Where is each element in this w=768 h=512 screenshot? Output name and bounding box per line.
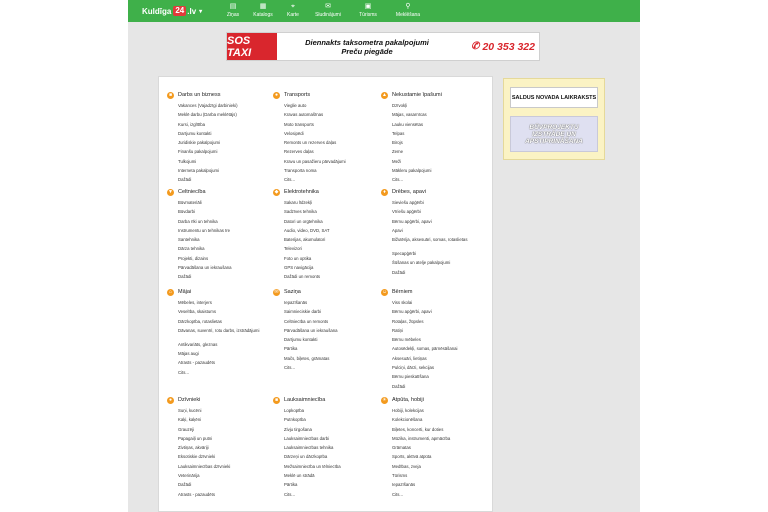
category-link[interactable]: Cits... [392, 177, 403, 183]
category-link[interactable]: Atrasts - pazaudēts [178, 491, 216, 497]
briefcase-icon: ■ [168, 91, 173, 98]
category-link[interactable]: Televizori [284, 246, 302, 252]
logo-tld: .lv [187, 6, 197, 16]
category-directory [158, 76, 493, 512]
logo-name: Kuldīga [142, 6, 172, 16]
category-title: Darbs un bizness [178, 92, 221, 98]
paw-icon: ● [168, 396, 173, 403]
category-title: Elektrotehnika [284, 189, 319, 195]
category-link[interactable]: Tulkojumi [178, 158, 197, 164]
category-link[interactable]: Iepazīšanās [284, 300, 308, 305]
category-link[interactable]: Dažādi [178, 274, 192, 280]
category-link[interactable]: Cits... [284, 177, 295, 183]
ad-text: SALDUS NOVADA LAIKRAKSTS [511, 94, 597, 101]
category-link[interactable]: Remonts un rezerves daļas [284, 140, 337, 146]
banner-phone [457, 33, 539, 60]
saldus-newspaper-ad[interactable] [510, 87, 598, 108]
category-link[interactable]: Meklē un strādā [284, 473, 315, 479]
category-link[interactable]: Atrasts - pazaudēts [178, 360, 216, 366]
category-link[interactable]: Rezerves daļas [284, 149, 314, 155]
category-link[interactable]: Mākleru pakalpojumi [392, 168, 432, 174]
category-link[interactable]: Sports, aktīvā atpūta [392, 454, 432, 460]
category-link[interactable]: Medības, zveja [392, 463, 421, 469]
category-link[interactable]: Zivtiņas, akvāriji [178, 445, 209, 451]
category-link[interactable]: Mājas, vasarnīcas [392, 112, 427, 118]
category-atputa-hobiji [381, 396, 481, 501]
category-link[interactable]: Sadzīves tehnika [284, 209, 317, 215]
category-link[interactable]: Autosēdekļi, somas, pārnēsāšanai [392, 346, 458, 352]
category-link[interactable]: Vakances (Vajadzīgi darbinieki) [178, 103, 238, 108]
category-link[interactable]: Eksotiskie dzīvnieki [178, 454, 216, 460]
category-header[interactable] [273, 91, 373, 99]
category-link[interactable]: Kolekcionēšana [392, 417, 423, 423]
category-link[interactable]: Būvmateriāli [178, 200, 202, 205]
category-link[interactable]: Datori un orgtehnika [284, 218, 323, 224]
nav-item-zinas[interactable] [218, 2, 248, 18]
category-darbs-un-bizness [167, 91, 267, 187]
category-link[interactable]: Darba rīki un tehnika [178, 218, 218, 224]
category-link[interactable]: Pārvadāšana un iekraušana [284, 327, 338, 333]
category-link[interactable]: Instrumentu un tehnikas īre [178, 227, 231, 233]
category-title: Celtniecība [178, 189, 206, 195]
car-icon: ● [274, 91, 279, 98]
category-link[interactable]: Celtniecība un remonts [284, 318, 329, 324]
map-pin-icon: ⌖ [291, 3, 295, 10]
category-title: Dzīvnieki [178, 397, 201, 403]
category-link[interactable]: Lauksaimniecības dzīvnieki [178, 463, 231, 469]
category-link[interactable]: Audio, video, DVD, SAT [284, 227, 330, 233]
suitcase-icon: ▣ [364, 3, 372, 10]
category-link[interactable]: Vīriešu apģērbi [392, 209, 421, 215]
category-link[interactable]: Mēbeles, interjers [178, 300, 212, 305]
ad-line: APSTIPRINĀŠANA [525, 137, 583, 145]
category-link[interactable]: Grauzēji [178, 426, 195, 432]
category-link[interactable]: Cits... [284, 365, 295, 371]
category-link[interactable]: Vieglie auto [284, 103, 307, 108]
category-link[interactable]: Dažādi [178, 177, 192, 183]
category-link[interactable]: Pārtika [284, 346, 298, 352]
category-link[interactable]: Hobiji, kolekcijas [392, 408, 424, 413]
nav-label: Tūrisms [359, 12, 377, 18]
category-title: Lauksaimniecība [284, 397, 326, 403]
nav-label: Meklēšana [395, 12, 421, 18]
category-link[interactable]: Mačs, biļetes, grāmatas [284, 355, 330, 361]
category-link[interactable]: Antikvariāts, gleznas [178, 341, 218, 347]
category-link[interactable]: Būvdarbi [178, 209, 195, 215]
category-link[interactable]: Bērnu pieskatīšana [392, 374, 429, 380]
ad-line: IZSTRĀDE UN [532, 130, 576, 138]
category-link[interactable]: Zivju tirgošana [284, 426, 312, 432]
category-link[interactable]: Dažādi [392, 269, 406, 275]
category-link[interactable]: Ratiņi [392, 327, 403, 333]
category-elektrotehnika [273, 188, 373, 284]
phone-icon: ✆ [471, 41, 480, 52]
category-link[interactable]: Mājas augi [178, 351, 199, 357]
category-link[interactable]: Apavi [392, 227, 403, 233]
category-link[interactable]: Sieviešu apģērbi [392, 200, 424, 205]
logo-number: 24 [175, 6, 185, 15]
category-link[interactable]: Bižutērija, aksesuāri, somas, rotaslietas [392, 237, 468, 243]
category-header[interactable] [381, 396, 481, 404]
tractor-icon: ■ [274, 396, 279, 403]
category-link[interactable]: Mūzika, instrumenti, apmācība [392, 435, 451, 441]
shirt-icon: ♦ [381, 189, 388, 196]
category-link[interactable]: Iepazīšanās [392, 482, 416, 488]
category-link[interactable]: Veterinārija [178, 473, 200, 479]
home-icon: ⌂ [168, 288, 173, 295]
hammer-icon: ▼ [168, 188, 173, 195]
banner-text [277, 38, 457, 56]
nav-label: Ziņas [226, 12, 240, 18]
category-link[interactable]: Zeme [392, 149, 403, 155]
child-icon: ☺ [381, 288, 388, 295]
category-link[interactable]: Interneta pakalpojumi [178, 168, 220, 174]
category-link[interactable]: Bērnu mēbeles [392, 337, 421, 343]
category-link[interactable]: Putnkopība [284, 417, 306, 423]
category-link[interactable]: Saimnieciskie darbi [284, 309, 322, 315]
category-link[interactable]: Rotaļas, žūpsles [392, 318, 424, 324]
category-title: Bērniem [392, 289, 413, 295]
nav-item-turisms[interactable] [348, 2, 388, 18]
taxi-brand: SOS TAXI [227, 34, 252, 59]
chevron-down-icon[interactable]: ▾ [199, 8, 203, 15]
nav-item-karte[interactable] [278, 2, 308, 18]
category-link[interactable]: Biļetes, koncerti, kur doties [392, 426, 444, 432]
megaphone-icon: ✉ [325, 3, 331, 10]
category-link[interactable]: Cits... [392, 491, 403, 497]
category-link[interactable]: Baterijas, akumulatori [284, 237, 326, 243]
category-header[interactable] [167, 188, 267, 196]
category-link[interactable]: Dārzeņi un dārzkopība [284, 454, 328, 460]
house-icon: ▲ [382, 91, 387, 98]
category-celtnieciba [167, 188, 267, 284]
nav-item-sludinajumi[interactable] [308, 2, 348, 18]
category-link[interactable]: Lauksaimniecības darbi [284, 435, 330, 441]
category-transports [273, 91, 373, 187]
category-link[interactable]: Bērnu apģērbi, apavi [392, 309, 432, 315]
category-header[interactable] [167, 288, 267, 296]
category-header[interactable] [381, 288, 481, 296]
category-link[interactable]: Santehnika [178, 237, 200, 243]
category-link[interactable]: Tūrisms [392, 473, 408, 479]
category-link[interactable]: Aksesuāri, lietiņas [392, 355, 427, 361]
category-link[interactable]: GPS navigācija [284, 265, 314, 271]
category-link[interactable]: Specapģērbi [392, 251, 417, 257]
category-link[interactable]: Lauku viensētas [392, 121, 424, 127]
category-header[interactable] [273, 188, 373, 196]
category-link[interactable]: Grāmatas [392, 445, 411, 451]
category-saziņa [273, 288, 373, 374]
phone-number: 20 353 322 [482, 40, 535, 53]
chat-icon: ✉ [274, 288, 279, 295]
ad-line: BŪVPROJEKTU [529, 123, 579, 131]
category-link[interactable]: Transporta noma [284, 168, 317, 174]
category-lauksaimnieciba [273, 396, 373, 501]
category-majai [167, 288, 267, 379]
category-dzivnieki [167, 396, 267, 501]
category-link[interactable]: Viss skolai [392, 300, 413, 305]
category-nekustamie-ipasumi [381, 91, 481, 187]
document-icon: ▤ [229, 3, 237, 10]
category-link[interactable]: Birojs [392, 140, 403, 146]
site-logo[interactable] [142, 5, 202, 17]
category-link[interactable]: Pārvadāšana un iekraušana [178, 265, 232, 271]
category-title: Nekustamie īpašumi [392, 92, 442, 98]
category-header[interactable] [273, 288, 373, 296]
category-title: Saziņa [284, 289, 301, 295]
category-link[interactable]: Kravas automašīnas [284, 112, 324, 118]
category-title: Transports [284, 92, 311, 98]
category-link[interactable]: Lauksaimniecības tehnika [284, 445, 334, 451]
category-link[interactable]: Foto un optika [284, 255, 312, 261]
nav-label: Karte [287, 12, 299, 18]
category-link[interactable]: Lopkopība [284, 408, 305, 413]
category-link[interactable]: Dažādi [178, 482, 192, 488]
nav-label: Sludinājumi [315, 12, 341, 18]
category-link[interactable]: Dārza tehnika [178, 246, 205, 252]
banner-line1: Diennakts taksometra pakalpojumi [305, 37, 429, 47]
grid-icon: ▦ [259, 3, 267, 10]
sidebar-ads [503, 78, 605, 160]
category-link[interactable]: Cits... [178, 369, 189, 375]
category-link[interactable]: Telpas [392, 130, 405, 136]
category-link[interactable]: Dažādi [392, 383, 406, 389]
category-link[interactable]: Darījumu kontakti [284, 337, 318, 343]
nav-item-meklesana[interactable] [388, 2, 428, 18]
search-icon: ⚲ [405, 3, 411, 10]
category-link[interactable]: Darījumu kontakti [178, 130, 212, 136]
category-header[interactable] [167, 396, 267, 404]
category-link[interactable]: Velosipēdi [284, 130, 304, 136]
nav-item-katalogs[interactable] [248, 2, 278, 18]
category-link[interactable]: Dāvanas, suvenīri, rotu darbs, izstrādājumi [178, 327, 260, 333]
category-link[interactable]: Pulciņi, dārzi, sekcijas [392, 365, 435, 371]
category-title: Mājai [178, 289, 192, 295]
nav-label: Katalogs [253, 12, 273, 18]
category-drebes-apavi [381, 188, 481, 279]
category-link[interactable]: Pārtika [284, 482, 298, 488]
category-link[interactable]: Finanšu pakalpojumi [178, 149, 218, 155]
category-link[interactable]: Sakaru līdzekļi [284, 200, 312, 205]
category-link[interactable]: Dažādi un remonts [284, 274, 321, 280]
category-link[interactable]: Cits... [284, 491, 295, 497]
category-berniem [381, 288, 481, 393]
category-header[interactable] [381, 91, 481, 99]
category-link[interactable]: Moto transports [284, 121, 314, 127]
category-header[interactable] [167, 91, 267, 99]
category-header[interactable] [381, 188, 481, 196]
category-header[interactable] [273, 396, 373, 404]
category-link[interactable]: Meklē darbu (Darba meklētājs) [178, 112, 237, 118]
category-link[interactable]: Juridiskie pakalpojumi [178, 140, 221, 146]
category-link[interactable]: Meži [392, 158, 402, 164]
category-link[interactable]: Kravu un pasažieru pārvadājumi [284, 158, 346, 164]
category-link[interactable]: Šūšanas un atelje pakalpojumi [392, 260, 451, 266]
category-title: Atpūta, hobiji [392, 397, 424, 403]
taxi-logo [227, 33, 277, 60]
category-title: Drēbes, apavi [392, 189, 426, 195]
buvprojektu-ad[interactable] [510, 116, 598, 152]
category-link[interactable]: Bērnu apģērbi, apavi [392, 218, 432, 224]
category-link[interactable]: Kaķi, kaķēni [178, 417, 202, 423]
sun-icon: ☀ [382, 396, 387, 403]
category-link[interactable]: Suņi, kucēni [178, 408, 202, 413]
category-link[interactable]: Veselība, skaistums [178, 309, 216, 315]
category-link[interactable]: Dzīvokļi [392, 103, 408, 108]
category-link[interactable]: Dārzkopība, rotaslietas [178, 318, 222, 324]
category-link[interactable]: Papagaiļi un putni [178, 435, 213, 441]
top-navigation-bar [128, 0, 640, 22]
main-nav [218, 2, 428, 18]
category-link[interactable]: Kursi, izglītība [178, 121, 205, 127]
taxi-banner-ad[interactable] [226, 32, 540, 61]
plug-icon: ◆ [274, 188, 279, 195]
category-link[interactable]: Projekti, dizains [178, 255, 209, 261]
banner-line2: Preču piegāde [341, 46, 393, 56]
category-link[interactable]: Mežsaimniecība un tēlniecība [284, 463, 341, 469]
